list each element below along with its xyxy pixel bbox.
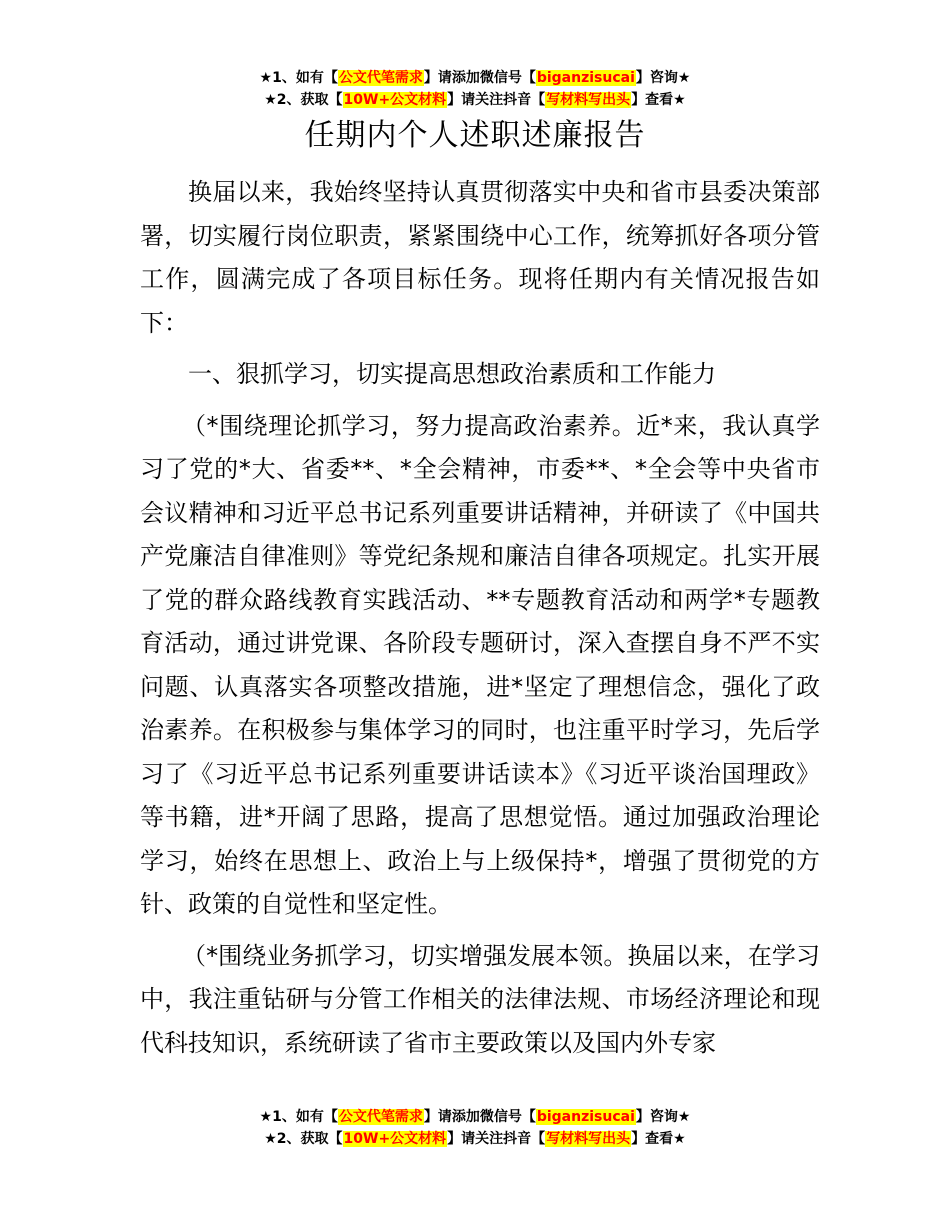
promo-text: 】咨询★ — [635, 1109, 691, 1125]
promo-highlight: 公文代笔需求 — [338, 1109, 423, 1125]
document-body — [140, 171, 820, 1065]
promo-text: 】查看★ — [631, 92, 686, 108]
promo-line-1 — [0, 67, 950, 89]
promo-text: 】请添加微信号【 — [423, 70, 536, 86]
promo-text: ★1、如有【 — [259, 70, 338, 86]
promo-text: 】请添加微信号【 — [423, 1109, 536, 1125]
promo-highlight: 写材料写出头 — [546, 92, 631, 108]
promo-text: 】请关注抖音【 — [447, 1131, 546, 1147]
promo-highlight: 10W+公文材料 — [343, 92, 447, 108]
paragraph: （*围绕理论抓学习，努力提高政治素养。近*来，我认真学习了党的*大、省委**、*全会精神，市委**、*全会等中央省市会议精神和习近平总书记系列重要讲话精神，并研读了《中国共产党廉洁自律准则》等党纪条规和廉洁自律各项规定。扎实开展了党的群众路线教育实践活动、**专题教育活动和两学*专题教育活动，通过讲党课、各阶段专题研讨，深入查摆自身不严不实问题、认真落实各项整改措施，进*坚定了理想信念，强化了政治素养。在积极参与集体学习的同时，也注重平时学习，先后学习了《习近平总书记系列重要讲话读本》《习近平谈治国理政》等书籍，进*开阔了思路，提高了思想觉悟。通过加强政治理论学习，始终在思想上、政治上与上级保持*，增强了贯彻党的方针、政策的自觉性和坚定性。 — [140, 411, 820, 918]
promo-banner-top — [0, 67, 950, 111]
promo-line-2 — [0, 1128, 950, 1150]
paragraph: 换届以来，我始终坚持认真贯彻落实中央和省市县委决策部署，切实履行岗位职责，紧紧围绕中心工作，统筹抓好各项分管工作，圆满完成了各项目标任务。现将任期内有关情况报告如下： — [140, 178, 820, 337]
section-heading: 一、狠抓学习，切实提高思想政治素质和工作能力 — [188, 360, 716, 388]
promo-highlight: 10W+公文材料 — [343, 1131, 447, 1147]
promo-highlight: biganzisucai — [536, 1109, 635, 1125]
promo-banner-bottom — [0, 1106, 950, 1150]
promo-text: ★1、如有【 — [259, 1109, 338, 1125]
promo-text: 】咨询★ — [635, 70, 691, 86]
paragraph: （*围绕业务抓学习，切实增强发展本领。换届以来，在学习中，我注重钻研与分管工作相关的法律法规、市场经济理论和现代科技知识，系统研读了省市主要政策以及国内外专家 — [140, 941, 820, 1057]
promo-highlight: biganzisucai — [536, 70, 635, 86]
promo-text: 】请关注抖音【 — [447, 92, 546, 108]
document-title: 任期内个人述职述廉报告 — [304, 118, 646, 153]
promo-highlight: 公文代笔需求 — [338, 70, 423, 86]
promo-text: 】查看★ — [631, 1131, 686, 1147]
promo-highlight: 写材料写出头 — [546, 1131, 631, 1147]
promo-line-1 — [0, 1106, 950, 1128]
promo-line-2 — [0, 89, 950, 111]
promo-text: ★2、获取【 — [264, 92, 343, 108]
promo-text: ★2、获取【 — [264, 1131, 343, 1147]
